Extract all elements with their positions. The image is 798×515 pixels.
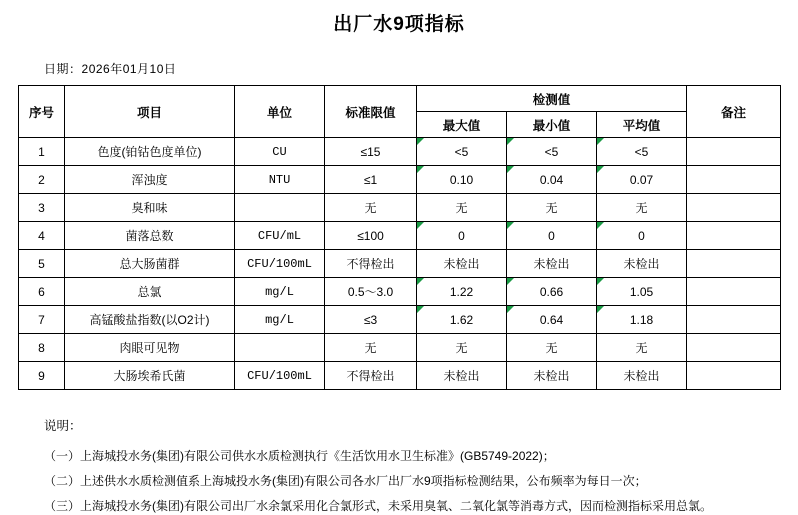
cell-avg: 1.18	[597, 306, 687, 334]
cell-limit: 不得检出	[325, 250, 417, 278]
cell-item: 浑浊度	[65, 166, 235, 194]
cell-avg: 无	[597, 194, 687, 222]
cell-no: 1	[19, 138, 65, 166]
note-line: （三）上海城投水务(集团)有限公司出厂水余氯采用化合氯形式，未采用臭氧、二氧化氯等消毒方式，因而检测指标采用总氯。	[44, 499, 712, 514]
header-detection-group: 检测值	[417, 86, 687, 112]
cell-limit: 不得检出	[325, 362, 417, 390]
cell-min: 0.64	[507, 306, 597, 334]
cell-min: 无	[507, 334, 597, 362]
table-row	[19, 194, 781, 222]
report-date-label: 日期：	[44, 62, 82, 76]
cell-avg: 未检出	[597, 362, 687, 390]
cell-no: 5	[19, 250, 65, 278]
cell-no: 8	[19, 334, 65, 362]
header-min: 最小值	[507, 112, 597, 138]
table-body	[19, 138, 781, 390]
cell-max: <5	[417, 138, 507, 166]
table-row	[19, 138, 781, 166]
cell-unit	[235, 194, 325, 222]
cell-limit: 无	[325, 194, 417, 222]
cell-limit: ≤3	[325, 306, 417, 334]
cell-avg: 未检出	[597, 250, 687, 278]
notes-section	[44, 416, 798, 515]
cell-avg: 0	[597, 222, 687, 250]
cell-remark	[687, 278, 781, 306]
header-remark: 备注	[687, 86, 781, 138]
header-avg: 平均值	[597, 112, 687, 138]
cell-unit: CU	[235, 138, 325, 166]
cell-limit: ≤100	[325, 222, 417, 250]
header-limit: 标准限值	[325, 86, 417, 138]
cell-remark	[687, 250, 781, 278]
note-line: （二）上述供水水质检测值系上海城投水务(集团)有限公司各水厂出厂水9项指标检测结果，公布频率为每日一次；	[44, 474, 647, 489]
cell-unit: CFU/100mL	[235, 362, 325, 390]
cell-min: 无	[507, 194, 597, 222]
cell-min: 0	[507, 222, 597, 250]
cell-remark	[687, 138, 781, 166]
table-row	[19, 166, 781, 194]
cell-max: 未检出	[417, 362, 507, 390]
cell-min: <5	[507, 138, 597, 166]
cell-max: 未检出	[417, 250, 507, 278]
cell-min: 0.66	[507, 278, 597, 306]
report-date-value: 2026年01月10日	[81, 62, 177, 76]
cell-no: 2	[19, 166, 65, 194]
table-row	[19, 278, 781, 306]
cell-item: 肉眼可见物	[65, 334, 235, 362]
cell-item: 菌落总数	[65, 222, 235, 250]
results-table	[18, 85, 781, 390]
cell-min: 0.04	[507, 166, 597, 194]
cell-unit: CFU/100mL	[235, 250, 325, 278]
cell-max: 0	[417, 222, 507, 250]
cell-item: 大肠埃希氏菌	[65, 362, 235, 390]
header-unit: 单位	[235, 86, 325, 138]
cell-remark	[687, 194, 781, 222]
cell-avg: 1.05	[597, 278, 687, 306]
cell-avg: 0.07	[597, 166, 687, 194]
cell-max: 无	[417, 334, 507, 362]
cell-no: 3	[19, 194, 65, 222]
cell-no: 4	[19, 222, 65, 250]
cell-no: 6	[19, 278, 65, 306]
header-no: 序号	[19, 86, 65, 138]
cell-no: 9	[19, 362, 65, 390]
cell-max: 无	[417, 194, 507, 222]
cell-max: 1.62	[417, 306, 507, 334]
cell-item: 高锰酸盐指数(以O2计)	[65, 306, 235, 334]
cell-avg: 无	[597, 334, 687, 362]
note-line: （一）上海城投水务(集团)有限公司供水水质检测执行《生活饮用水卫生标准》(GB5749-2022)；	[44, 449, 555, 463]
table-row	[19, 334, 781, 362]
table-row	[19, 222, 781, 250]
notes-title: 说明：	[44, 419, 82, 433]
cell-remark	[687, 306, 781, 334]
cell-item: 臭和味	[65, 194, 235, 222]
cell-max: 0.10	[417, 166, 507, 194]
table-row	[19, 250, 781, 278]
cell-item: 总氯	[65, 278, 235, 306]
cell-item: 总大肠菌群	[65, 250, 235, 278]
header-item: 项目	[65, 86, 235, 138]
cell-max: 1.22	[417, 278, 507, 306]
cell-remark	[687, 166, 781, 194]
cell-remark	[687, 334, 781, 362]
report-date	[44, 60, 798, 77]
notes-lines	[44, 448, 798, 515]
page-title: 出厂水9项指标	[333, 14, 465, 35]
cell-remark	[687, 222, 781, 250]
cell-limit: ≤1	[325, 166, 417, 194]
header-max: 最大值	[417, 112, 507, 138]
table-row	[19, 306, 781, 334]
results-table-wrap	[18, 85, 780, 390]
cell-unit	[235, 334, 325, 362]
cell-limit: 0.5～3.0	[325, 278, 417, 306]
cell-limit: ≤15	[325, 138, 417, 166]
cell-unit: mg/L	[235, 278, 325, 306]
cell-remark	[687, 362, 781, 390]
cell-min: 未检出	[507, 250, 597, 278]
cell-unit: NTU	[235, 166, 325, 194]
table-header	[19, 86, 781, 138]
table-row	[19, 362, 781, 390]
cell-limit: 无	[325, 334, 417, 362]
cell-no: 7	[19, 306, 65, 334]
cell-unit: mg/L	[235, 306, 325, 334]
cell-avg: <5	[597, 138, 687, 166]
table-header-row-1	[19, 86, 781, 112]
cell-min: 未检出	[507, 362, 597, 390]
cell-item: 色度(铂钴色度单位)	[65, 138, 235, 166]
cell-unit: CFU/mL	[235, 222, 325, 250]
